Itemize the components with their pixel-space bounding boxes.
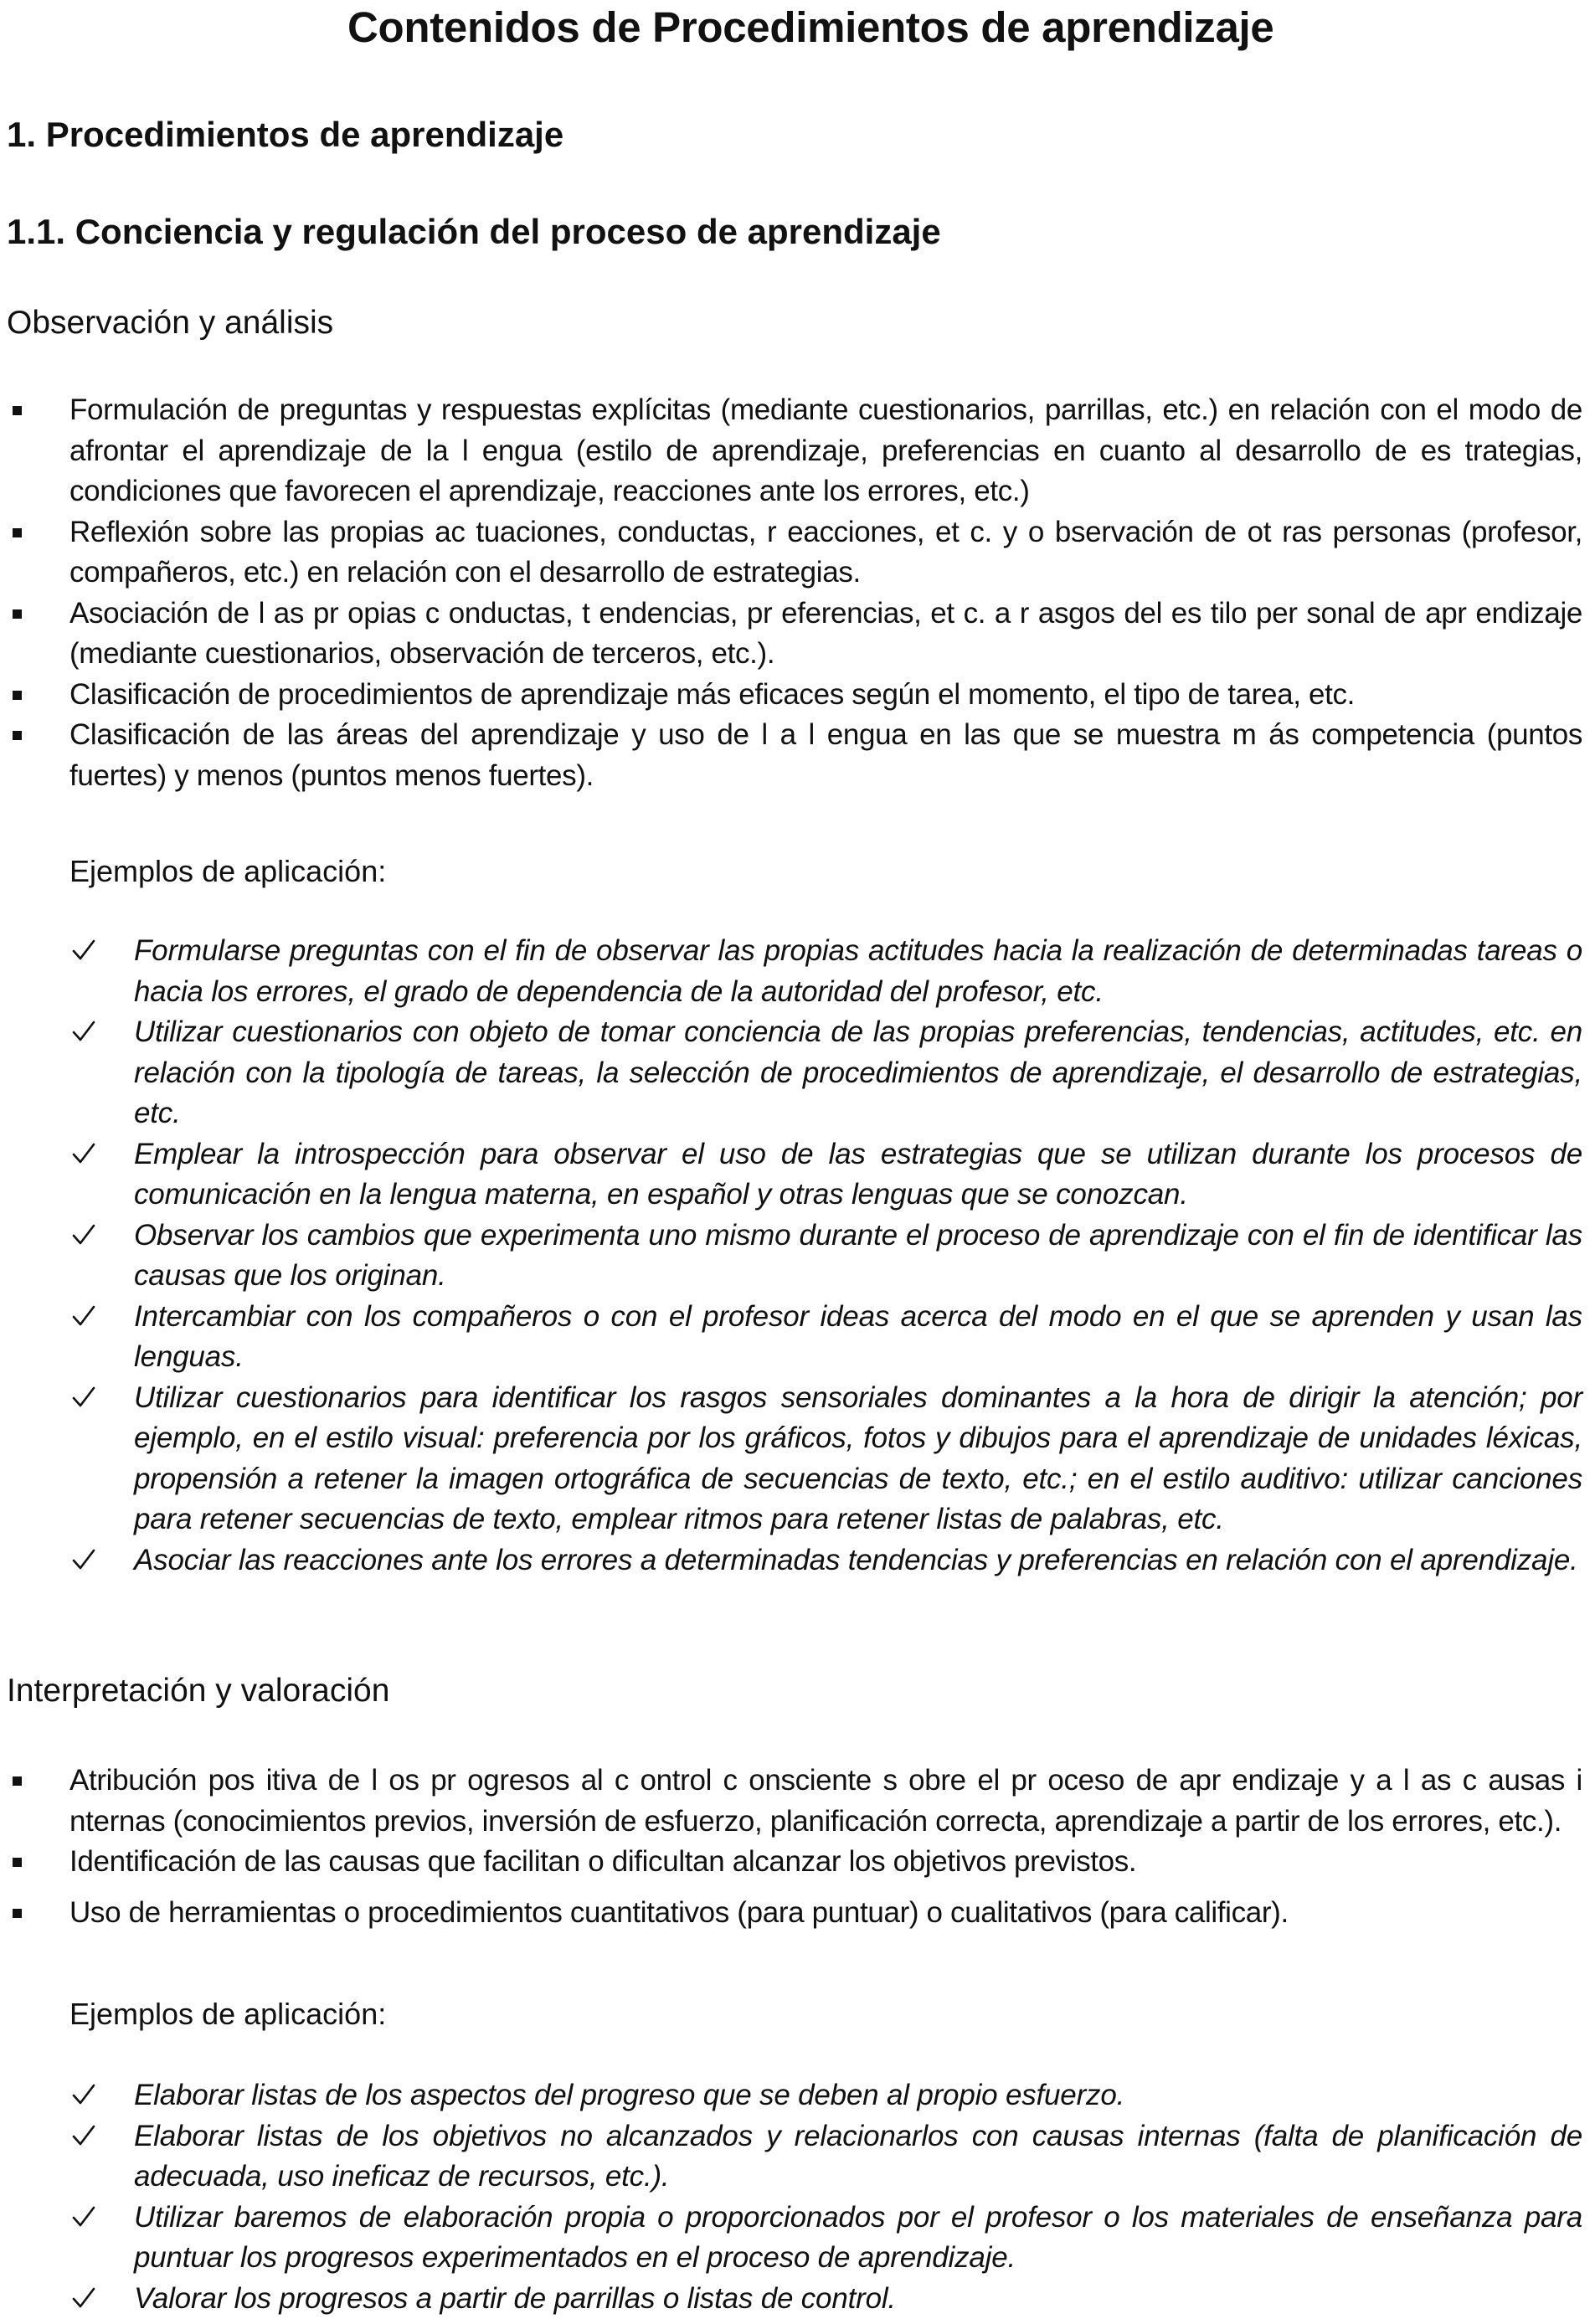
subheading-observacion: Observación y análisis xyxy=(7,305,334,341)
list-item: Observar los cambios que experimenta uno mismo durante el proceso de aprendizaje con el fin de identificar las causas que los originan. xyxy=(0,1216,1582,1297)
checkmark-icon xyxy=(71,1216,101,1256)
examples-label-interpretacion: Ejemplos de aplicación: xyxy=(69,1997,387,2031)
checkmark-icon xyxy=(71,1134,101,1175)
page-title: Contenidos de Procedimientos de aprendizaje xyxy=(347,3,1274,51)
list-item: Emplear la introspección para observar el uso de las estrategias que se utilizan durante los procesos de comunicación en la lengua materna, en español y otras lenguas que se conozcan. xyxy=(0,1134,1582,1216)
list-item: Formularse preguntas con el fin de observar las propias actitudes hacia la realización de determinadas tareas o hacia los errores, el grado de dependencia de la autoridad del profesor, etc. xyxy=(0,931,1582,1012)
list-item: Uso de herramientas o procedimientos cuantitativos (para puntuar) o cualitativos (para calificar). xyxy=(0,1893,1582,1934)
list-item: Clasificación de procedimientos de aprendizaje más eficaces según el momento, el tipo de tarea, etc. xyxy=(0,675,1582,716)
square-bullet-icon xyxy=(8,390,33,430)
checkmark-icon xyxy=(71,2279,101,2319)
list-item: Utilizar cuestionarios para identificar los rasgos sensoriales dominantes a la hora de dirigir la atención; por ejemplo, en el estilo visual: preferencia por los gráficos, fotos y dibujos para el aprendizaje de unidades léxicas, propensión a retener la imagen ortográfica de secuencias de texto, etc.; en el estilo auditivo: utilizar canciones para retener secuencias de texto, emplear ritmos para retener listas de palabras, etc. xyxy=(0,1378,1582,1540)
list-item: Utilizar cuestionarios con objeto de tomar conciencia de las propias preferencias, tendencias, actitudes, etc. en relación con la tipología de tareas, la selección de procedimientos de aprendizaje, el desarrollo de estrategias, etc. xyxy=(0,1012,1582,1134)
square-bullet-icon xyxy=(8,1761,33,1801)
square-bullet-icon xyxy=(8,715,33,755)
list-item: Elaborar listas de los aspectos del progreso que se deben al propio esfuerzo. xyxy=(0,2075,1582,2116)
checkmark-icon xyxy=(71,1297,101,1337)
section-heading-1-1: 1.1. Conciencia y regulación del proceso de aprendizaje xyxy=(7,212,941,251)
checkmark-icon xyxy=(71,1378,101,1418)
list-item: Valorar los progresos a partir de parrillas o listas de control. xyxy=(0,2279,1582,2320)
square-bullet-icon xyxy=(8,675,33,715)
list-item: Asociación de l as pr opias c onductas, t endencias, pr eferencias, et c. a r asgos del es tilo per sonal de apr endizaje (mediante cuestionarios, observación de terceros, etc.). xyxy=(0,594,1582,675)
checkmark-icon xyxy=(71,1540,101,1581)
examples-label-observacion: Ejemplos de aplicación: xyxy=(69,854,387,888)
list-item: Clasificación de las áreas del aprendizaje y uso de l a l engua en las que se muestra m ás competencia (puntos fuertes) y menos (puntos menos fuertes). xyxy=(0,715,1582,796)
observacion-examples-list xyxy=(0,931,1582,1581)
list-item: Asociar las reacciones ante los errores a determinadas tendencias y preferencias en relación con el aprendizaje. xyxy=(0,1540,1582,1581)
checkmark-icon xyxy=(71,2075,101,2116)
square-bullet-icon xyxy=(8,512,33,553)
list-item: Reflexión sobre las propias ac tuaciones, conductas, r eacciones, et c. y o bservación de ot ras personas (profesor, compañeros, etc.) en relación con el desarrollo de estrategias. xyxy=(0,512,1582,594)
interpretacion-bullet-list xyxy=(0,1761,1582,1933)
observacion-bullet-list xyxy=(0,390,1582,796)
square-bullet-icon xyxy=(8,1893,33,1933)
list-item: Atribución pos itiva de l os pr ogresos al c ontrol c onsciente s obre el pr oceso de apr endizaje y a l as c ausas i nternas (conocimientos previos, inversión de esfuerzo, planificación correcta, aprendizaje a partir de los errores, etc.). xyxy=(0,1761,1582,1842)
list-item: Elaborar listas de los objetivos no alcanzados y relacionarlos con causas internas (falta de planificación de adecuada, uso ineficaz de recursos, etc.). xyxy=(0,2116,1582,2198)
checkmark-icon xyxy=(71,2116,101,2157)
subheading-interpretacion: Interpretación y valoración xyxy=(7,1673,390,1709)
checkmark-icon xyxy=(71,931,101,971)
list-item: Intercambiar con los compañeros o con el profesor ideas acerca del modo en el que se aprenden y usan las lenguas. xyxy=(0,1297,1582,1378)
square-bullet-icon xyxy=(8,594,33,634)
checkmark-icon xyxy=(71,2198,101,2238)
list-item: Utilizar baremos de elaboración propia o proporcionados por el profesor o los materiales de enseñanza para puntuar los progresos experimentados en el proceso de aprendizaje. xyxy=(0,2198,1582,2279)
section-heading-1: 1. Procedimientos de aprendizaje xyxy=(7,115,564,154)
interpretacion-examples-list xyxy=(0,2075,1582,2319)
square-bullet-icon xyxy=(8,1842,33,1882)
list-item: Identificación de las causas que facilitan o dificultan alcanzar los objetivos previstos. xyxy=(0,1842,1582,1883)
checkmark-icon xyxy=(71,1012,101,1052)
list-item: Formulación de preguntas y respuestas explícitas (mediante cuestionarios, parrillas, etc.) en relación con el modo de afrontar el aprendizaje de la l engua (estilo de aprendizaje, preferencias en cuanto al desarrollo de es trategias, condiciones que favorecen el aprendizaje, reacciones ante los errores, etc.) xyxy=(0,390,1582,512)
